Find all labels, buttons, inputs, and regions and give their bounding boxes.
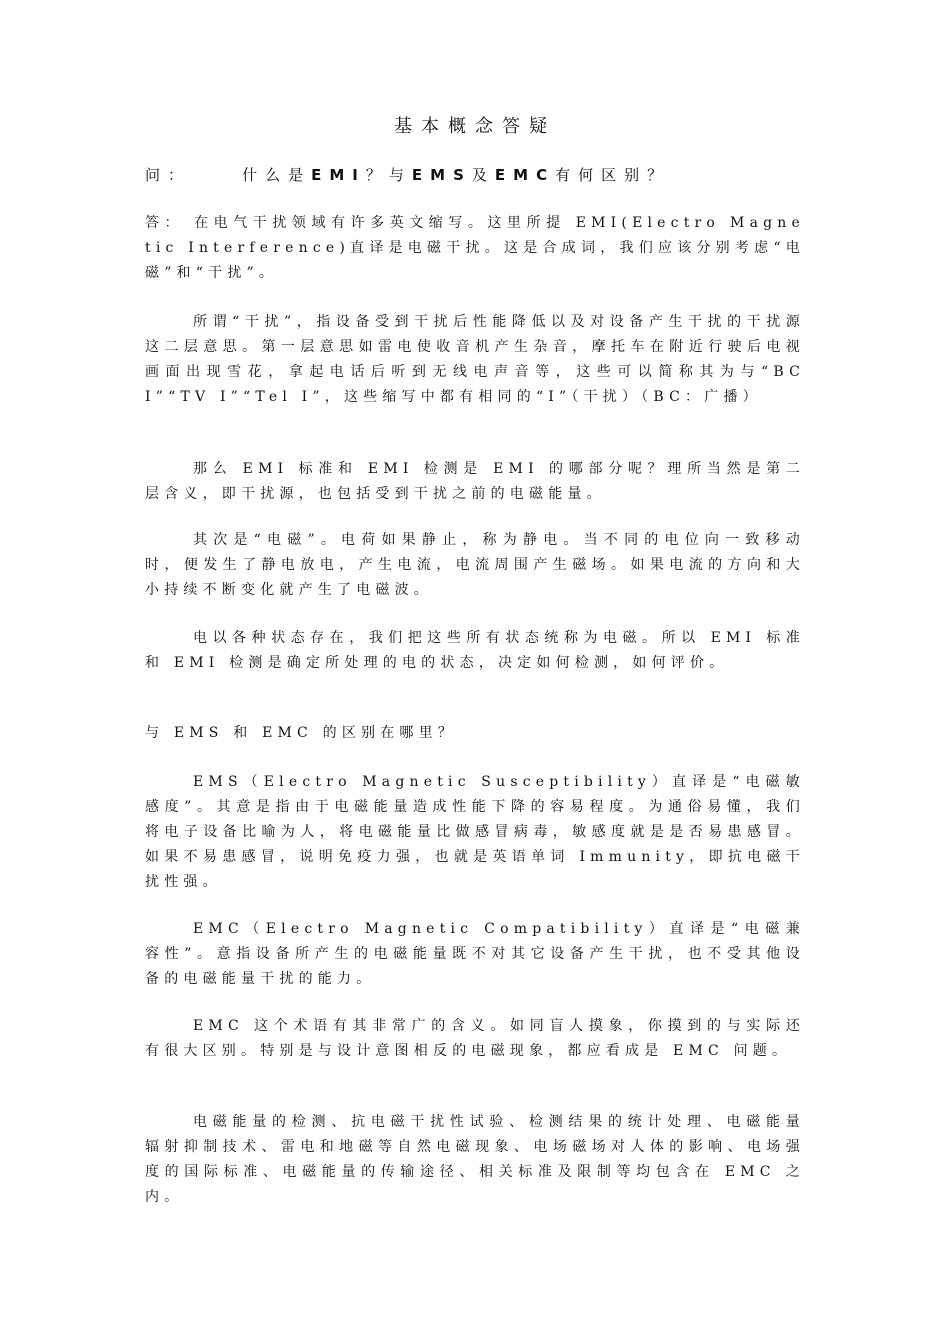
paragraph-emi-standard: 那么 EMI 标准和 EMI 检测是 EMI 的哪部分呢？理所当然是第二层含义，即干扰源，也包括受到干扰之前的电磁能量。 (145, 461, 805, 502)
question-emc: EMC (494, 166, 556, 184)
paragraph-electric-states: 电以各种状态存在，我们把这些所有状态统称为电磁。所以 EMI 标准和 EMI 检测是确定所处理的电的状态，决定如何检测，如何评价。 (145, 630, 805, 671)
question-part2: ？与 (365, 166, 412, 184)
paragraph-emc-definition: EMC（Electro Magnetic Compatibility）直译是“电磁兼容性”。意指设备所产生的电磁能量既不对其它设备产生干扰，也不受其他设备的电磁能量干扰的能力。 (145, 921, 805, 987)
section-heading-difference: 与 EMS 和 EMC 的区别在哪里？ (145, 725, 458, 741)
paragraph-emc-meaning: EMC 这个术语有其非常广的含义。如同盲人摸象，你摸到的与实际还有很大区别。特别是与设计意图相反的电磁现象，都应看成是 EMC 问题。 (145, 1018, 805, 1059)
question-prefix: 问： (145, 166, 192, 184)
paragraph-ems: EMS（Electro Magnetic Susceptibility）直译是“电磁敏感度”。其意是指由于电磁能量造成性能下降的容易程度。为通俗易懂，我们将电子设备比喻为人，将电磁能量比做感冒病毒，敏感度就是是否易患感冒。如果不易患感冒，说明免疫力强，也就是英语单词 Immunity，即抗电磁干扰性强。 (145, 774, 805, 890)
paragraph-electromagnetic: 其次是“电磁”。电荷如果静止，称为静电。当不同的电位向一致移动时，便发生了静电放电，产生电流，电流周围产生磁场。如果电流的方向和大小持续不断变化就产生了电磁波。 (145, 532, 805, 598)
paragraph-emc-scope: 电磁能量的检测、抗电磁干扰性试验、检测结果的统计处理、电磁能量辐射抑制技术、雷电和地磁等自然电磁现象、电场磁场对人体的影响、电场强度的国际标准、电磁能量的传输途径、相关标准及限制等均包含在 EMC 之内。 (145, 1114, 805, 1205)
question-emi: EMI (311, 166, 366, 184)
question-line (145, 163, 805, 188)
question-part3: 及 (471, 166, 495, 184)
question-part1: 什么是 (242, 166, 312, 184)
question-ems: EMS (411, 166, 472, 184)
answer-paragraph-1: 答： 在电气干扰领域有许多英文缩写。这里所提 EMI(Electro Magnetic Interference)直译是电磁干扰。这是合成词，我们应该分别考虑“电磁”和“干扰”。 (145, 215, 805, 281)
paragraph-interference: 所谓“干扰”，指设备受到干扰后性能降低以及对设备产生干扰的干扰源这二层意思。第一层意思如雷电使收音机产生杂音，摩托车在附近行驶后电视画面出现雪花，拿起电话后听到无线电声音等，这些可以简称其为与“BC I”“TV I”“Tel I”，这些缩写中都有相同的“I”（干扰）（BC：广播） (145, 314, 805, 405)
document-title: 基本概念答疑 (394, 116, 556, 137)
question-part4: 有何区别？ (555, 166, 671, 184)
